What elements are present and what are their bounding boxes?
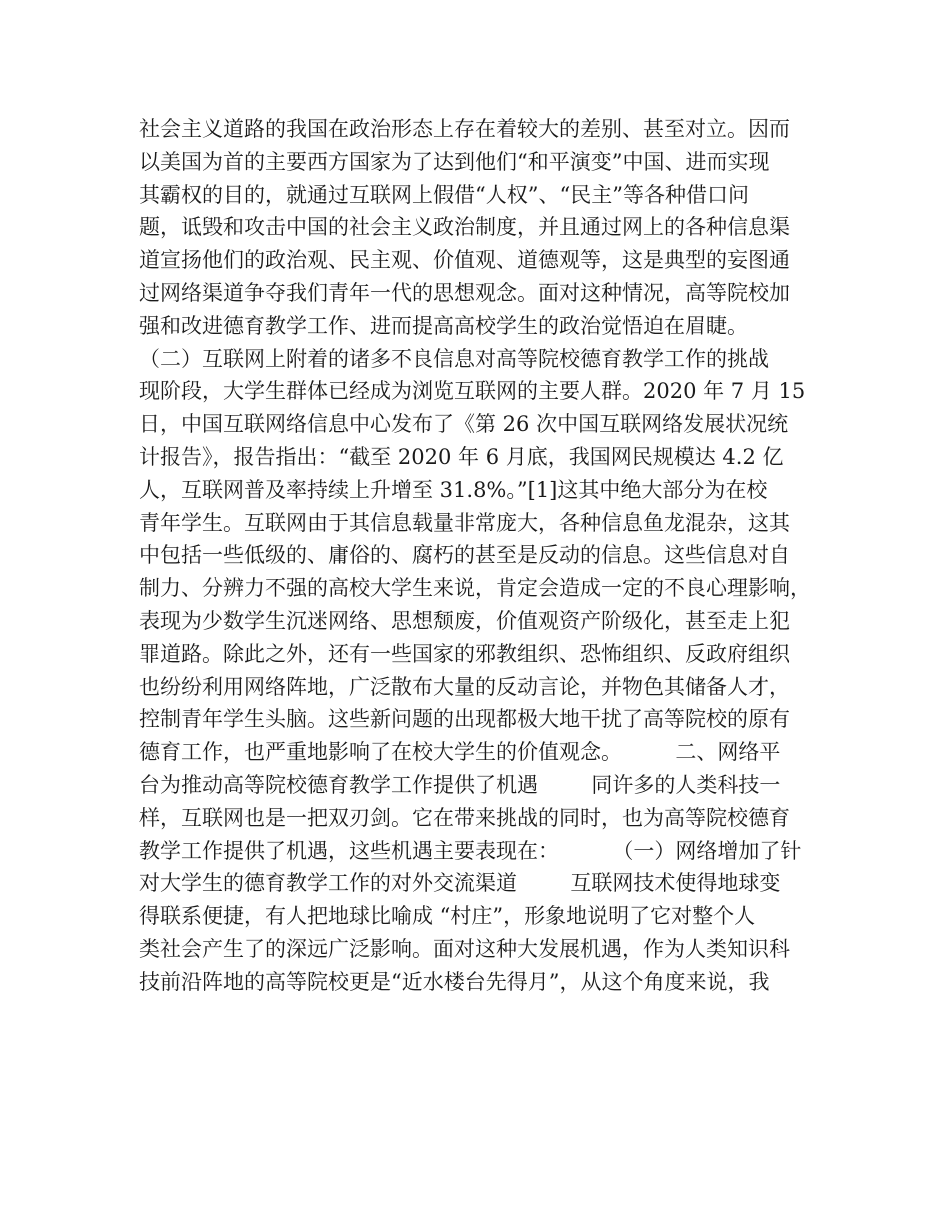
body-text (139, 113, 819, 999)
text-line: 人，互联网普及率持续上升增至 31.8%。”[1]这其中绝大部分为在校 (139, 477, 768, 502)
text-line: 日，中国互联网络信息中心发布了《第 26 次中国互联网络发展状况统 (139, 412, 789, 437)
text-line: 其霸权的目的，就通过互联网上假借“人权”、“民主”等各种借口问 (139, 182, 749, 207)
text-line: 教学工作提供了机遇，这些机遇主要表现在： （一）网络增加了针 (139, 838, 802, 863)
text-line: 社会主义道路的我国在政治形态上存在着较大的差别、甚至对立。因而 (139, 117, 790, 141)
text-line: 中包括一些低级的、庸俗的、腐朽的甚至是反动的信息。这些信息对自 (139, 543, 790, 568)
text-line: 题，诋毁和攻击中国的社会主义政治制度，并且通过网上的各种信息渠 (139, 215, 790, 240)
text-line: 道宣扬他们的政治观、民主观、价值观、道德观等，这是典型的妄图通 (139, 248, 790, 273)
text-line: 控制青年学生头脑。这些新问题的出现都极大地干扰了高等院校的原有 (139, 707, 790, 732)
text-line: 也纷纷利用网络阵地，广泛散布大量的反动言论，并物色其储备人才， (139, 674, 790, 699)
text-line: 过网络渠道争夺我们青年一代的思想观念。面对这种情况，高等院校加 (139, 280, 790, 305)
text-line: 罪道路。除此之外，还有一些国家的邪教组织、恐怖组织、反政府组织 (139, 641, 790, 666)
text-line: 制力、分辨力不强的高校大学生来说，肯定会造成一定的不良心理影响， (139, 576, 811, 601)
text-line: 技前沿阵地的高等院校更是“近水楼台先得月”，从这个角度来说，我 (139, 969, 770, 994)
text-line: 以美国为首的主要西方国家为了达到他们“和平演变”中国、进而实现 (139, 149, 770, 174)
text-line: 台为推动高等院校德育教学工作提供了机遇 同许多的人类科技一 (139, 772, 781, 797)
text-line: 计报告》，报告指出：“截至 2020 年 6 月底，我国网民规模达 4.2 亿 (139, 444, 784, 469)
text-line: 德育工作，也严重地影响了在校大学生的价值观念。 二、网络平 (139, 740, 781, 765)
text-line: 得联系便捷，有人把地球比喻成 “村庄”，形象地说明了它对整个人 (139, 904, 756, 929)
text-line: 青年学生。互联网由于其信息载量非常庞大，各种信息鱼龙混杂，这其 (139, 510, 790, 535)
text-line: 对大学生的德育教学工作的对外交流渠道 互联网技术使得地球变 (139, 871, 781, 896)
text-line: 强和改进德育教学工作、进而提高高校学生的政治觉悟迫在眉睫。 (139, 313, 748, 338)
text-line: 表现为少数学生沉迷网络、思想颓废，价值观资产阶级化，甚至走上犯 (139, 608, 790, 633)
text-line: 样，互联网也是一把双刃剑。它在带来挑战的同时，也为高等院校德育 (139, 805, 790, 830)
text-line: 类社会产生了的深远广泛影响。面对这种大发展机遇，作为人类知识科 (139, 936, 790, 961)
text-line: （二）互联网上附着的诸多不良信息对高等院校德育教学工作的挑战 (139, 346, 769, 371)
text-line: 现阶段，大学生群体已经成为浏览互联网的主要人群。2020 年 7 月 15 (139, 379, 806, 404)
